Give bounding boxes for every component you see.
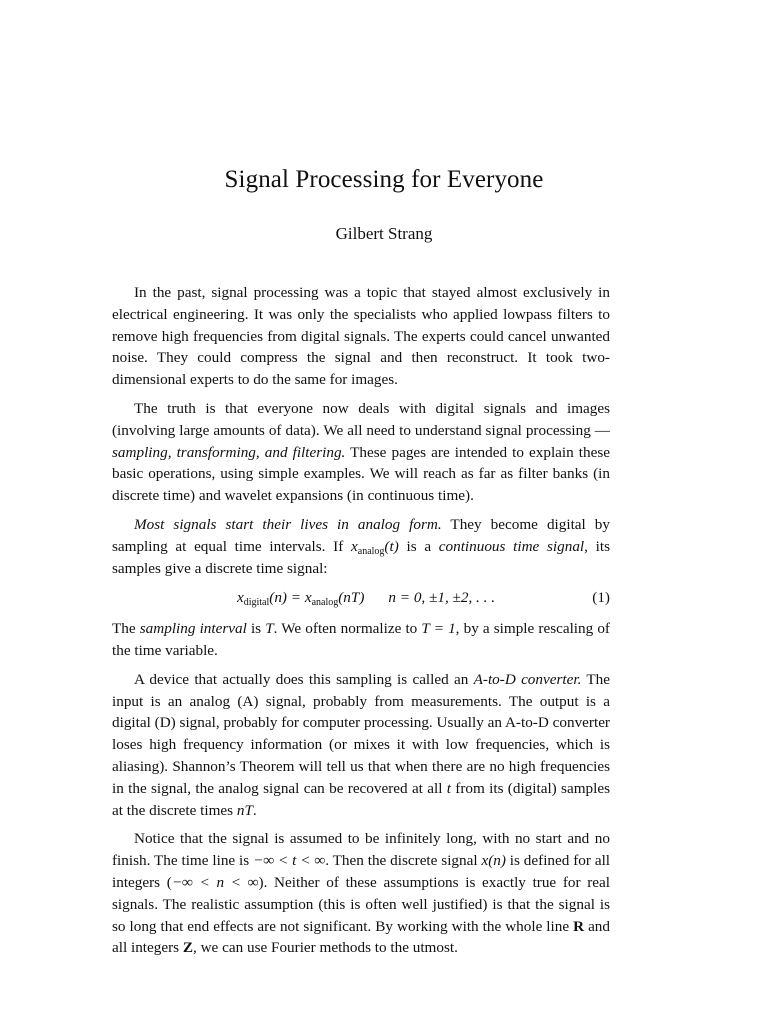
paper-title: Signal Processing for Everyone — [224, 166, 544, 193]
paragraph-3-mid-1: They become digital by sampling at equal time intervals. If — [112, 515, 610, 555]
paragraph-2 — [112, 398, 610, 507]
equation-1-number: (1) — [592, 589, 610, 607]
paragraph-3-post: , its samples give a discrete time signal: — [112, 537, 610, 577]
paragraph-6: Notice that the signal is assumed to be infinitely long, with no start and no finish. The time line is −∞ < t < ∞. Then the discrete signal x(n) is defined for all integers (−∞ < n < ∞). Neither of these assumptions is exactly true for real signals. The realistic assumption (this is often well justified) is that the signal is so long that end effects are not significant. By working with the whole line R and all integers Z, we can use Fourier methods to the utmost. — [112, 830, 611, 957]
paragraph-2-post: These pages are intended to explain these basic operations, using simple examples. We will reach as far as filter banks (in discrete time) and wavelet expansions (in continuous time). — [112, 443, 610, 505]
equation-1-body: $x_{digital}(n) = x_{analog}(nT) n = 0$, ±1, ±2, . . . — [236, 589, 496, 609]
paragraph-3-emphasis-1: Most signals start their lives in analog form. — [134, 515, 442, 533]
paragraph-2-emphasis: sampling, transforming, and filtering. — [112, 443, 346, 461]
paragraph-5: A device that actually does this sampling is called an A-to-D converter. The input is an analog (A) signal, probably from measurements. The output is a digital (D) signal, probably for computer processing. Usually an A-to-D converter loses high frequency information (or mixes it with low frequencies, which is aliasing). Shannon’s Theorem will tell us that when there are no high frequencies in the signal, the analog signal can be recovered at all t from its (digital) samples at the discrete times nT. — [112, 670, 610, 819]
paper-author: Gilbert Strang — [335, 224, 433, 243]
paragraph-3 — [112, 514, 610, 579]
paper-body — [112, 282, 610, 966]
equation-1 — [112, 587, 610, 609]
equation-1-range: n = 0, ±1, ±2, . . . — [388, 589, 496, 607]
paragraph-2-pre: The truth is that everyone now deals with digital signals and images (involving large amounts of data). We all need to understand signal processing — — [112, 399, 610, 439]
paragraph-5-emphasis: A-to-D converter. — [473, 670, 582, 688]
paragraph-1: In the past, signal processing was a topic that stayed almost exclusively in electrical engineering. It was only the specialists who applied lowpass filters to remove high frequencies from digital signals. The experts could cancel unwanted noise. They could compress the signal and then reconstruct. It took two-dimensional experts to do the same for images. — [112, 284, 610, 389]
math-x-analog: $x_{analog}(t)$ — [351, 537, 399, 557]
paragraph-4-emphasis: sampling interval — [139, 620, 247, 638]
paragraph-4: The sampling interval is T. We often normalize to T = 1, by a simple rescaling of the time variable. — [112, 620, 610, 659]
paragraph-3-mid-2: is a — [398, 537, 439, 555]
paragraph-3-emphasis-2: continuous time signal — [438, 537, 585, 555]
